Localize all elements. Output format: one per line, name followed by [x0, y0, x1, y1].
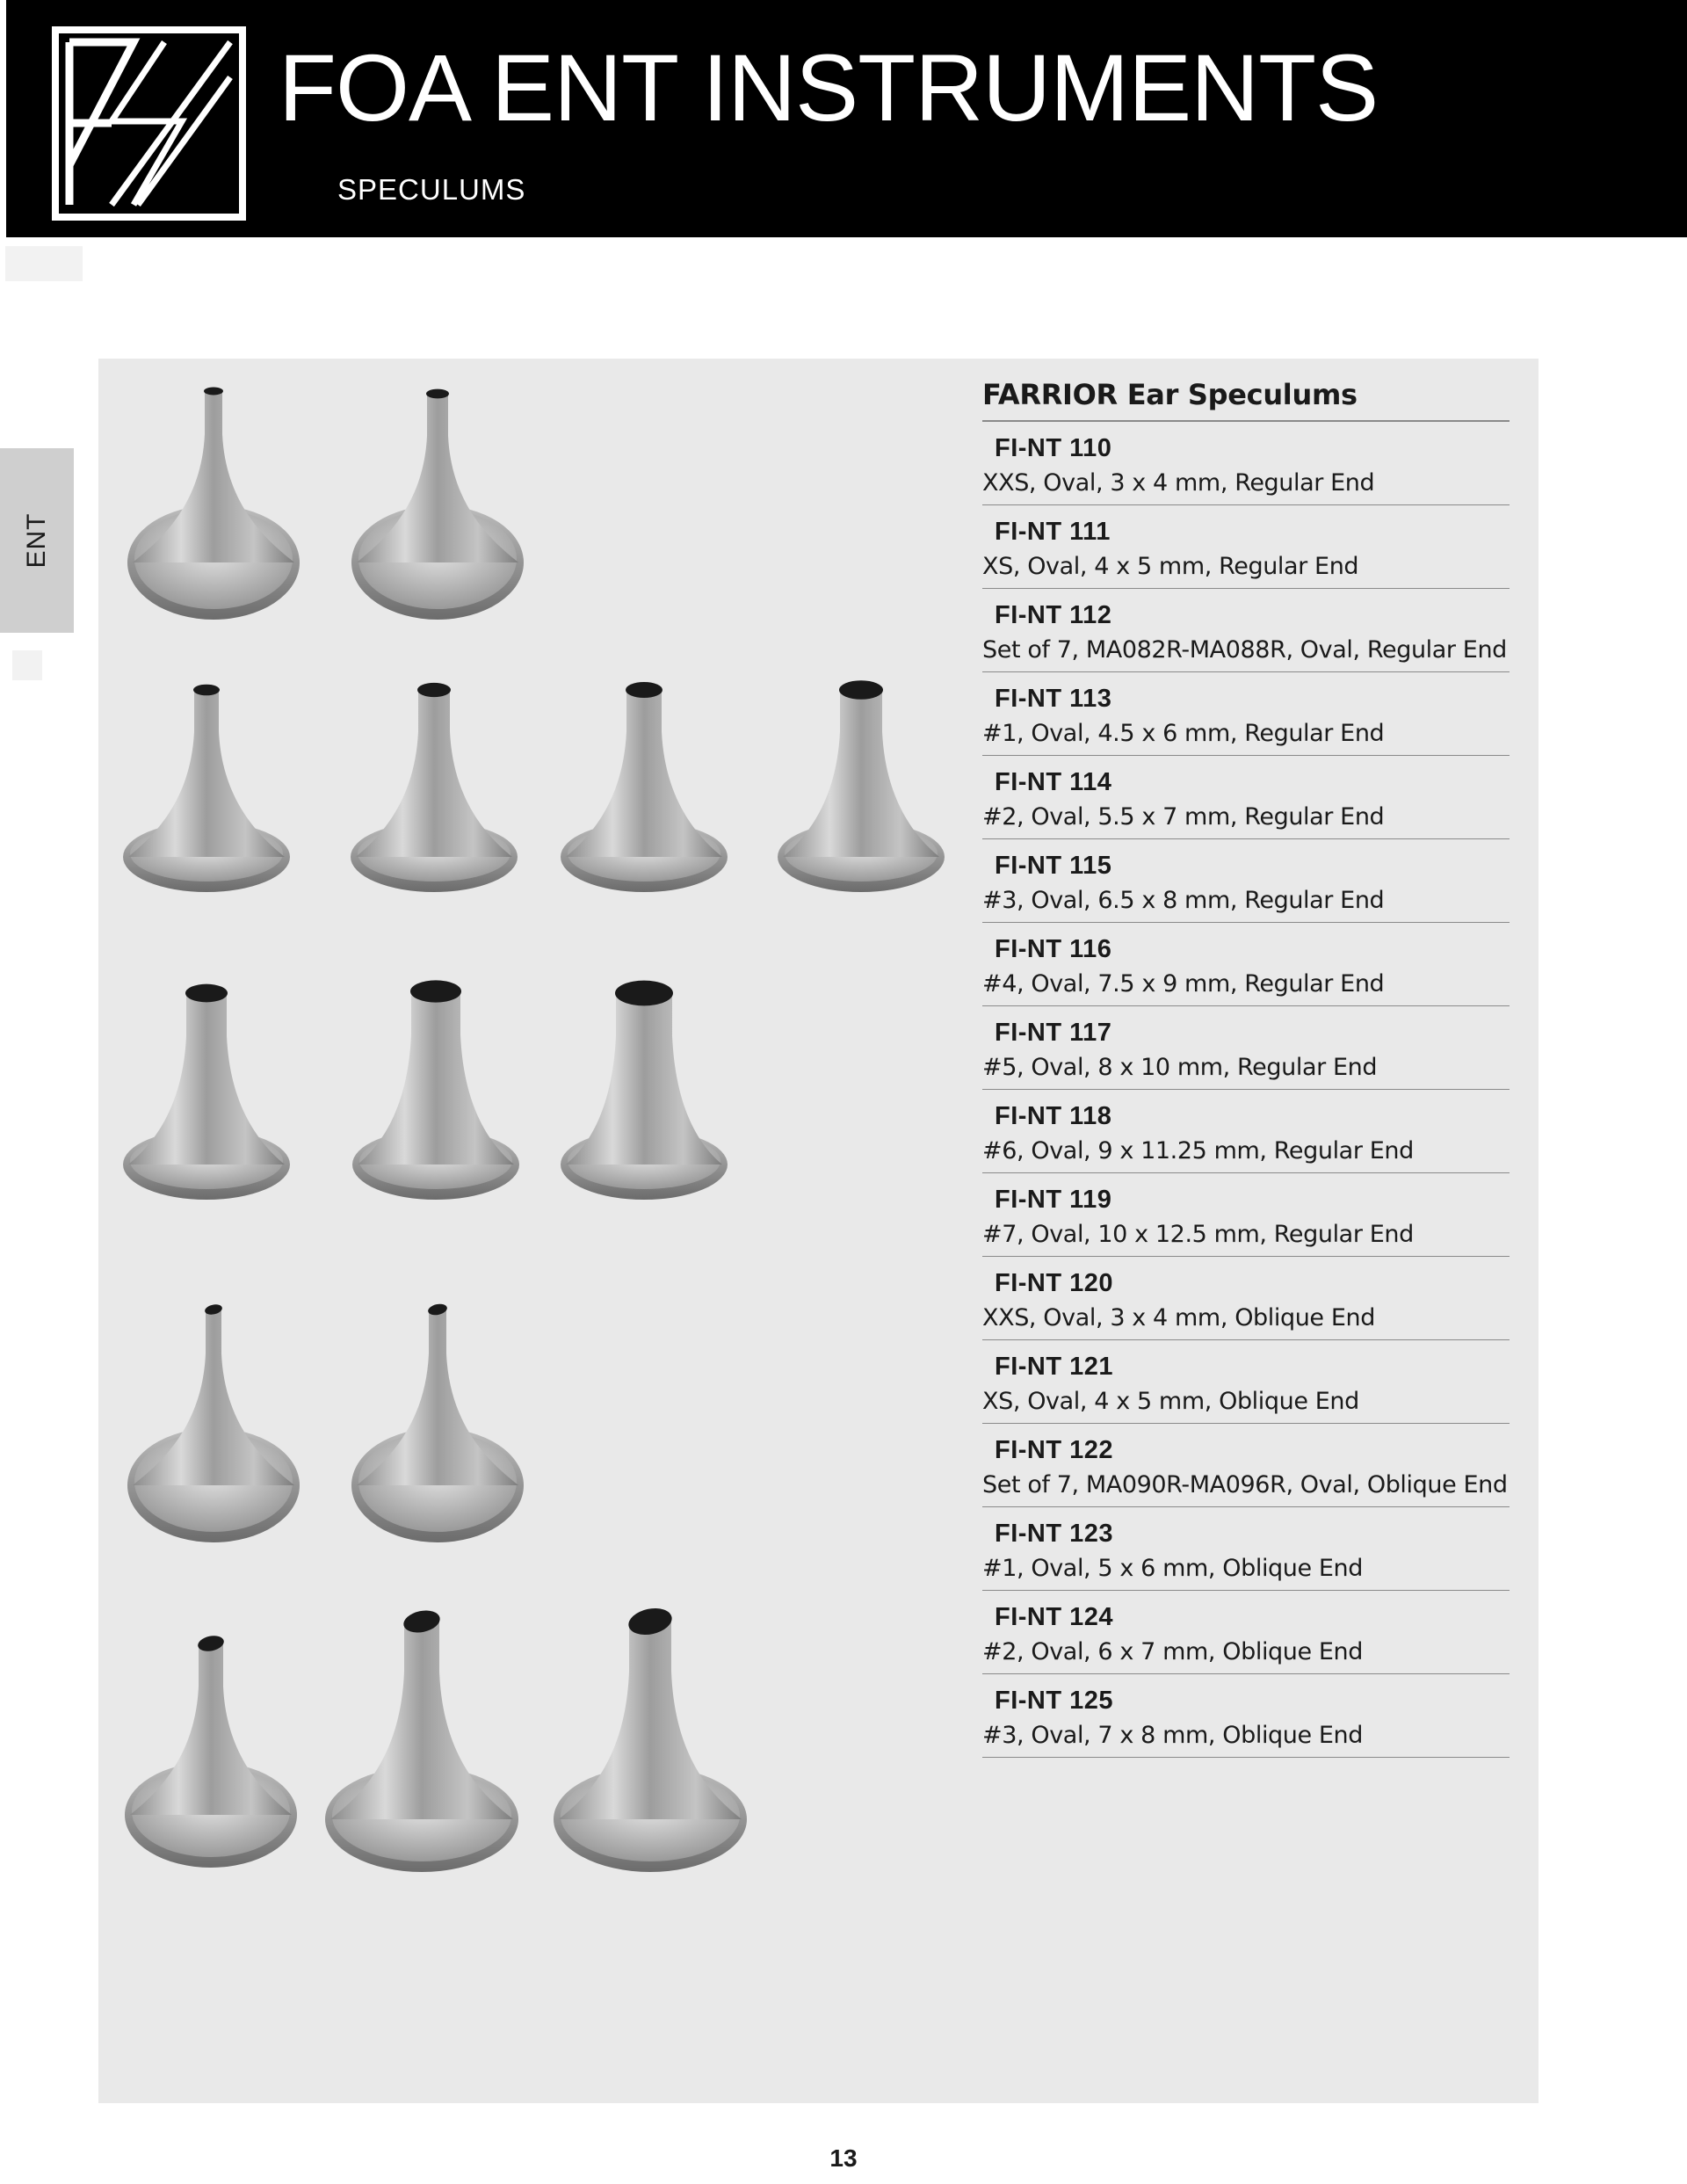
product-description: XS, Oval, 4 x 5 mm, Oblique End [982, 1388, 1359, 1415]
ear-speculum-image [351, 1302, 524, 1542]
ear-speculum-image [123, 685, 290, 892]
spec-row [982, 923, 1510, 1006]
product-code: FI-NT 116 [995, 935, 1112, 963]
ear-speculum-image [351, 389, 524, 620]
ear-speculum-image [125, 1634, 297, 1868]
ear-speculum-image [554, 1605, 747, 1872]
spec-row [982, 1340, 1510, 1424]
ear-speculum-image [561, 981, 728, 1200]
product-code: FI-NT 112 [995, 601, 1112, 629]
product-code: FI-NT 115 [995, 852, 1112, 880]
product-description: #5, Oval, 8 x 10 mm, Regular End [982, 1054, 1378, 1081]
product-code: FI-NT 119 [995, 1186, 1112, 1214]
spec-row [982, 1090, 1510, 1173]
product-description: #1, Oval, 4.5 x 6 mm, Regular End [982, 720, 1385, 747]
ear-speculum-image [352, 980, 519, 1200]
product-code: FI-NT 125 [995, 1687, 1114, 1715]
spec-row [982, 1507, 1510, 1591]
product-description: Set of 7, MA090R-MA096R, Oval, Oblique End [982, 1471, 1508, 1498]
product-description: #6, Oval, 9 x 11.25 mm, Regular End [982, 1137, 1414, 1165]
ear-speculum-image [351, 683, 518, 892]
spec-row [982, 1257, 1510, 1340]
product-code: FI-NT 113 [995, 685, 1112, 713]
spec-row [982, 672, 1510, 756]
side-tab-label: ENT [22, 512, 51, 569]
product-code: FI-NT 118 [995, 1102, 1112, 1130]
ear-speculum-image [778, 680, 945, 892]
spec-list [982, 374, 1510, 1758]
product-description: #2, Oval, 6 x 7 mm, Oblique End [982, 1638, 1364, 1665]
product-description: XXS, Oval, 3 x 4 mm, Regular End [982, 469, 1375, 497]
product-code: FI-NT 114 [995, 768, 1112, 796]
ear-speculum-image [561, 682, 728, 892]
ear-speculum-image [325, 1607, 518, 1872]
spec-row [982, 756, 1510, 839]
spec-row [982, 505, 1510, 589]
product-group-title: FARRIOR Ear Speculums [982, 374, 1510, 422]
product-description: #3, Oval, 6.5 x 8 mm, Regular End [982, 887, 1385, 914]
product-description: Set of 7, MA082R-MA088R, Oval, Regular End [982, 636, 1507, 664]
section-subtitle: SPECULUMS [337, 173, 526, 206]
product-code: FI-NT 121 [995, 1353, 1114, 1381]
product-description: #7, Oval, 10 x 12.5 mm, Regular End [982, 1221, 1414, 1248]
page-number: 13 [829, 2144, 858, 2172]
spec-row [982, 839, 1510, 923]
product-code: FI-NT 120 [995, 1269, 1114, 1297]
product-description: XS, Oval, 4 x 5 mm, Regular End [982, 553, 1359, 580]
spec-row [982, 1006, 1510, 1090]
spec-row [982, 1424, 1510, 1507]
spec-row [982, 422, 1510, 505]
product-description: #4, Oval, 7.5 x 9 mm, Regular End [982, 970, 1385, 998]
spec-row [982, 1591, 1510, 1674]
ear-speculum-image [123, 984, 290, 1200]
product-description: #2, Oval, 5.5 x 7 mm, Regular End [982, 803, 1385, 831]
product-description: #1, Oval, 5 x 6 mm, Oblique End [982, 1555, 1364, 1582]
product-code: FI-NT 110 [995, 434, 1112, 462]
ear-speculum-image [127, 1303, 300, 1542]
product-code: FI-NT 117 [995, 1019, 1112, 1047]
product-code: FI-NT 123 [995, 1520, 1114, 1548]
spec-row [982, 1173, 1510, 1257]
product-code: FI-NT 111 [995, 518, 1111, 546]
product-description: #3, Oval, 7 x 8 mm, Oblique End [982, 1722, 1364, 1749]
product-code: FI-NT 122 [995, 1436, 1114, 1464]
spec-row [982, 1674, 1510, 1758]
product-description: XXS, Oval, 3 x 4 mm, Oblique End [982, 1304, 1375, 1331]
product-code: FI-NT 124 [995, 1603, 1114, 1631]
spec-row [982, 589, 1510, 672]
brand-title: FOA ENT INSTRUMENTS [279, 34, 1379, 141]
ear-speculum-image [127, 388, 300, 620]
